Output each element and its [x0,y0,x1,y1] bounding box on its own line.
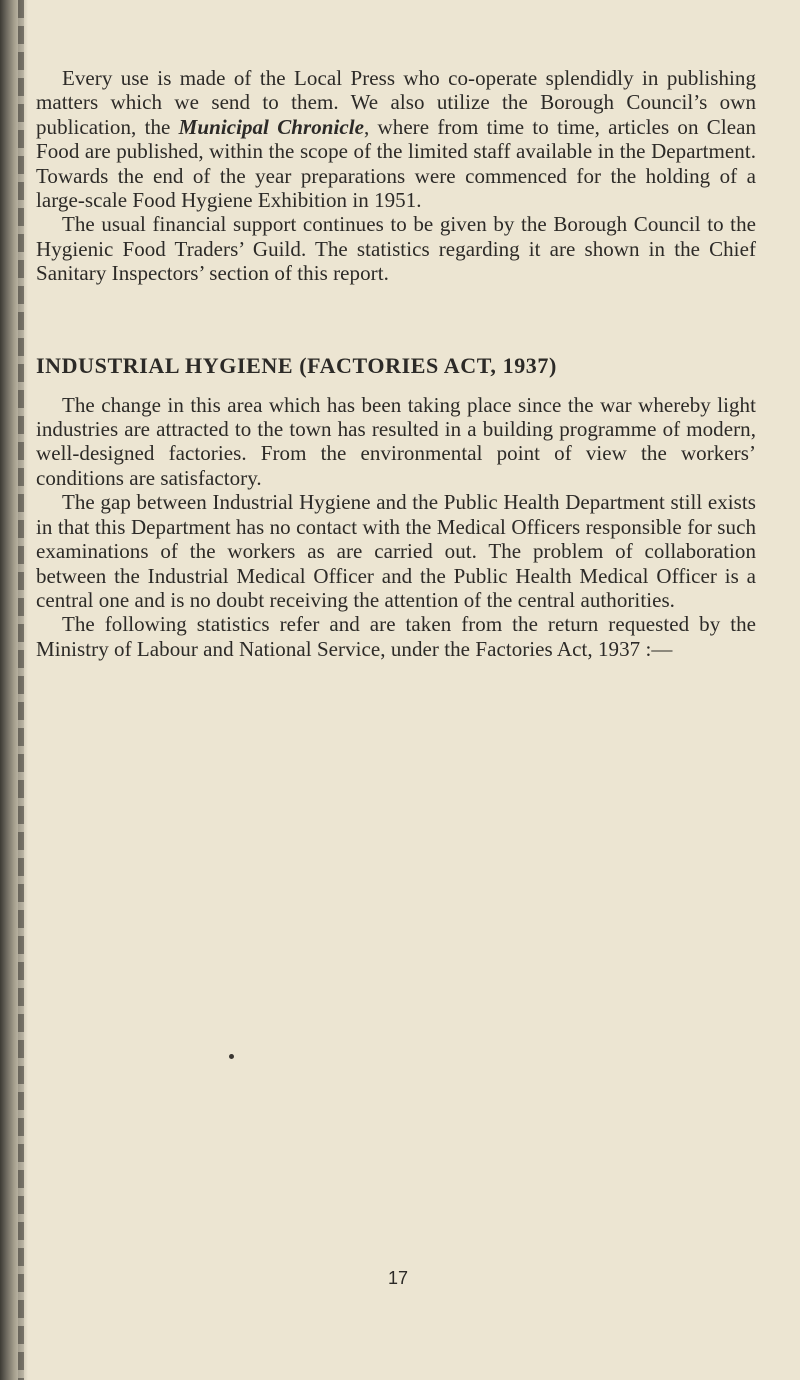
ink-speck [229,1054,234,1059]
paragraph-local-press: Every use is made of the Local Press who co-operate splendidly in publishing matters which we send to them. We also utilize the Borough Council’s own publication, the Municipal Chronicle, where from time to time, articles on Clean Food are published, within the scope of the limited staff available in the Department. Towards the end of the year preparations were commenced for the holding of a large-scale Food Hygiene Exhibition in 1951. [36,66,756,213]
document-body [36,66,756,661]
paragraph-financial-support: The usual financial support continues to be given by the Borough Council to the Hygienic Food Traders’ Guild. The statistics regarding it are shown in the Chief Sanitary Inspectors’ section of this report. [36,212,756,286]
section-heading: INDUSTRIAL HYGIENE (FACTORIES ACT, 1937) [36,352,557,378]
page-number: 17 [388,1268,409,1288]
publication-title: Municipal Chronicle [178,114,364,139]
paragraph-area-change: The change in this area which has been taking place since the war whereby light industries are attracted to the town has resulted in a building programme of modern, well-designed factories. From the environmental point of view the workers’ conditions are satisfactory. [36,392,756,490]
page-binding-shadow [18,0,24,1380]
paragraph-hygiene-gap: The gap between Industrial Hygiene and the Public Health Department still exists in that this Department has no contact with the Medical Officers responsible for such examinations of the workers as are carried out. The problem of collaboration between the Industrial Medical Officer and the Public Health Medical Officer is a central one and is no doubt receiving the attention of the central authorities. [36,490,756,612]
paragraph-statistics-intro: The following statistics refer and are taken from the return requested by the Ministry of Labour and National Service, under the Factories Act, 1937 :— [36,612,756,661]
